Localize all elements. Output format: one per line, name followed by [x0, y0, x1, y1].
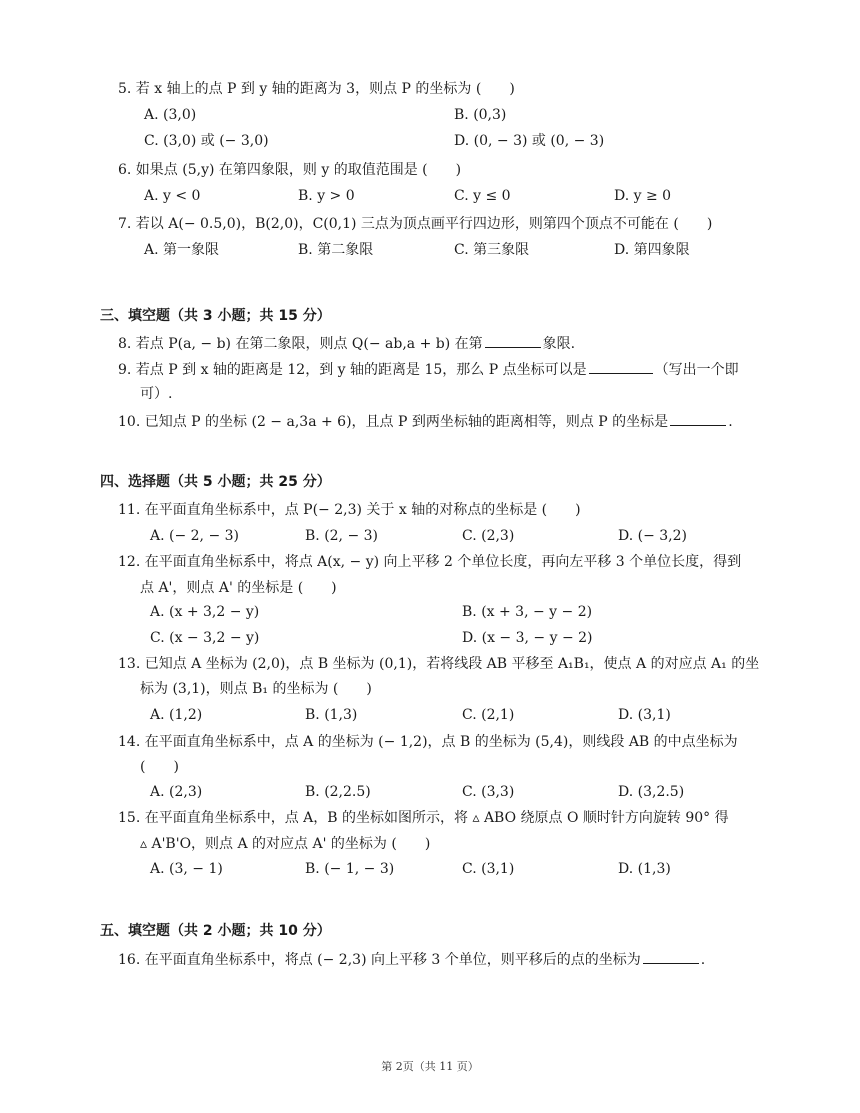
- question-13-option-c: C. (2,1): [462, 707, 515, 723]
- question-6-stem: 6. 如果点 (5,y) 在第四象限，则 y 的取值范围是 ( ): [118, 162, 462, 178]
- question-11-option-c: C. (2,3): [462, 528, 515, 544]
- section-5-heading: 五、填空题（共 2 小题；共 10 分）: [100, 923, 331, 939]
- question-16-text-end: .: [700, 952, 706, 968]
- question-15-option-c: C. (3,1): [462, 861, 515, 877]
- question-14-option-a: A. (2,3): [150, 784, 203, 800]
- question-12-stem: 12. 在平面直角坐标系中，将点 A(x, − y) 向上平移 2 个单位长度，再向左平移 3 个单位长度，得到: [118, 554, 742, 570]
- question-11-option-a: A. (− 2, − 3): [150, 528, 240, 544]
- question-8-text-end: 象限.: [542, 336, 576, 352]
- question-6-option-c: C. y ≤ 0: [454, 188, 511, 204]
- question-13-continuation: 标为 (3,1)，则点 B₁ 的坐标为 ( ): [140, 681, 372, 697]
- question-13-option-b: B. (1,3): [305, 707, 358, 723]
- question-5-stem: 5. 若 x 轴上的点 P 到 y 轴的距离为 3，则点 P 的坐标为 ( ): [118, 81, 515, 97]
- question-9-text: 9. 若点 P 到 x 轴的距离是 12，到 y 轴的距离是 15，那么 P 点坐标可以是: [118, 362, 587, 378]
- question-10: [118, 411, 733, 432]
- question-8-text: 8. 若点 P(a, − b) 在第二象限，则点 Q(− ab,a + b) 在第: [118, 336, 483, 352]
- question-5-option-c: C. (3,0) 或 (− 3,0): [144, 133, 269, 149]
- question-14-option-d: D. (3,2.5): [618, 784, 685, 800]
- question-12-option-b: B. (x + 3, − y − 2): [462, 604, 593, 620]
- question-6-option-a: A. y < 0: [144, 188, 201, 204]
- question-15-continuation: ▵ A'B'O，则点 A 的对应点 A' 的坐标为 ( ): [140, 836, 431, 852]
- question-14-option-b: B. (2,2.5): [305, 784, 371, 800]
- question-9: [118, 359, 739, 380]
- question-7-option-d: D. 第四象限: [614, 242, 690, 258]
- question-16-text: 16. 在平面直角坐标系中，将点 (− 2,3) 向上平移 3 个单位，则平移后的点的坐标为: [118, 952, 641, 968]
- question-12-option-c: C. (x − 3,2 − y): [150, 630, 260, 646]
- question-15-option-a: A. (3, − 1): [150, 861, 223, 877]
- question-13-stem: 13. 已知点 A 坐标为 (2,0)，点 B 坐标为 (0,1)，若将线段 AB 平移至 A₁B₁，使点 A 的对应点 A₁ 的坐: [118, 656, 760, 672]
- question-12-option-d: D. (x − 3, − y − 2): [462, 630, 593, 646]
- question-7-option-b: B. 第二象限: [298, 242, 374, 258]
- question-7-option-c: C. 第三象限: [454, 242, 530, 258]
- question-11-stem: 11. 在平面直角坐标系中，点 P(− 2,3) 关于 x 轴的对称点的坐标是 ( ): [118, 502, 581, 518]
- question-10-text: 10. 已知点 P 的坐标 (2 − a,3a + 6)，且点 P 到两坐标轴的距离相等，则点 P 的坐标是: [118, 414, 669, 430]
- question-7-option-a: A. 第一象限: [144, 242, 220, 258]
- question-15-stem: 15. 在平面直角坐标系中，点 A，B 的坐标如图所示，将 ▵ ABO 绕原点 O 顺时针方向旋转 90° 得: [118, 810, 729, 826]
- question-12-continuation: 点 A'，则点 A' 的坐标是 ( ): [140, 580, 337, 596]
- question-5-option-b: B. (0,3): [454, 107, 507, 123]
- question-14-option-c: C. (3,3): [462, 784, 515, 800]
- question-10-text-end: .: [728, 414, 733, 430]
- question-15-option-d: D. (1,3): [618, 861, 671, 877]
- page-footer: 第 2页（共 11 页）: [381, 1060, 479, 1073]
- question-13-option-a: A. (1,2): [150, 707, 203, 723]
- question-9-text-end: （写出一个即: [654, 362, 739, 378]
- question-13-option-d: D. (3,1): [618, 707, 671, 723]
- question-11-option-b: B. (2, − 3): [305, 528, 379, 544]
- question-15-option-b: B. (− 1, − 3): [305, 861, 395, 877]
- answer-blank: [670, 411, 726, 426]
- answer-blank: [589, 359, 653, 374]
- question-5-option-d: D. (0, − 3) 或 (0, − 3): [454, 133, 605, 149]
- question-6-option-d: D. y ≥ 0: [614, 188, 672, 204]
- question-14-stem: 14. 在平面直角坐标系中，点 A 的坐标为 (− 1,2)，点 B 的坐标为 (5,4)，则线段 AB 的中点坐标为: [118, 734, 738, 750]
- section-4-heading: 四、选择题（共 5 小题；共 25 分）: [100, 474, 331, 490]
- question-11-option-d: D. (− 3,2): [618, 528, 687, 544]
- question-9-continuation: 可）.: [140, 386, 173, 402]
- question-14-continuation: ( ): [140, 759, 179, 775]
- question-8: [118, 333, 575, 354]
- question-16: [118, 949, 705, 970]
- question-6-option-b: B. y > 0: [298, 188, 355, 204]
- question-5-option-a: A. (3,0): [144, 107, 197, 123]
- question-7-stem: 7. 若以 A(− 0.5,0)，B(2,0)，C(0,1) 三点为顶点画平行四边形，则第四个顶点不可能在 ( ): [118, 216, 713, 232]
- question-12-option-a: A. (x + 3,2 − y): [150, 604, 260, 620]
- answer-blank: [643, 949, 699, 964]
- answer-blank: [485, 333, 541, 348]
- section-3-heading: 三、填空题（共 3 小题；共 15 分）: [100, 308, 331, 324]
